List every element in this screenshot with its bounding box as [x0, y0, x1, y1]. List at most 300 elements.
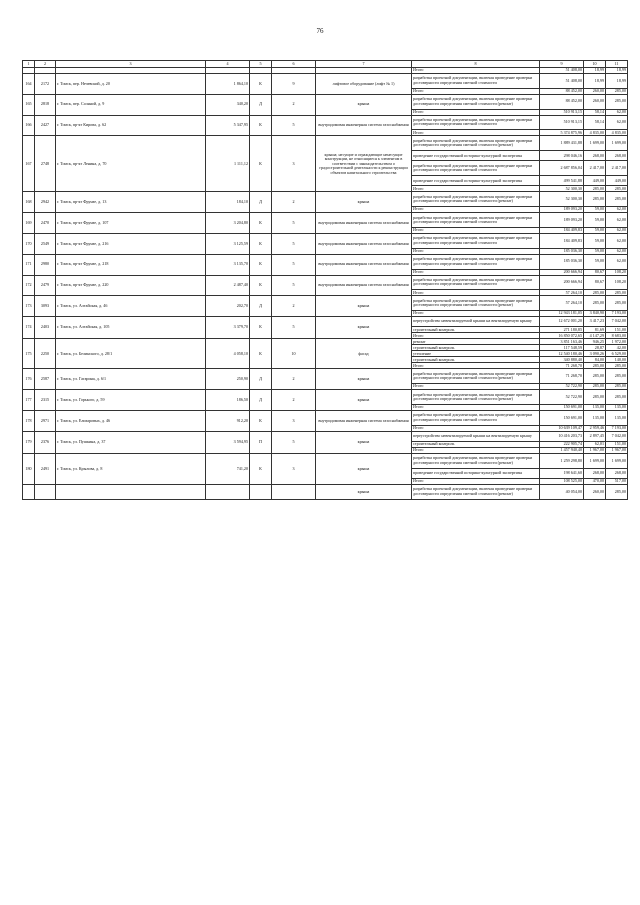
cost-cell: 52 722,90	[540, 390, 584, 405]
unit-cost-cell: 260,00	[584, 484, 606, 499]
address-cell: г. Томск, пр-кт Фрунзе, д. 220	[56, 275, 206, 296]
max-cost-cell: 268,00	[606, 151, 628, 161]
wall-type-cell: Д	[250, 94, 272, 115]
table-row	[23, 192, 628, 207]
line-description: Итого	[412, 207, 540, 213]
work-type-cell: крыша	[316, 453, 412, 484]
cost-cell: 3 851 163,46	[540, 339, 584, 345]
address-cell: г. Томск, ул. Алтайская, д. 46	[56, 296, 206, 317]
cost-cell: 200 666,94	[540, 269, 584, 275]
cost-cell: 57 264,10	[540, 296, 584, 311]
area-cell: 1 111,12	[206, 136, 250, 192]
max-cost-cell: 285,00	[606, 484, 628, 499]
line-description: разработка проектной документации, включая проведение проверки достоверности определения сметной стоимости (ремонт)	[412, 94, 540, 109]
cost-cell: 510 913,15	[540, 115, 584, 130]
line-description: разработка проектной документации, включая проведение проверки достоверности определения сметной стоимости	[412, 115, 540, 130]
max-cost-cell: 62,00	[606, 254, 628, 269]
repair-register-table	[22, 60, 628, 500]
max-cost-cell: 285,00	[606, 390, 628, 405]
cost-cell: 51 408,00	[540, 68, 584, 74]
address-cell: г. Томск, ул. Алтайская, д. 105	[56, 317, 206, 339]
max-cost-cell: 42,00	[606, 345, 628, 351]
line-description: разработка проектной документации, включая проведение проверки достоверности определения сметной стоимости (ремонт)	[412, 192, 540, 207]
line-description: Итого	[412, 333, 540, 339]
cost-cell: 57 264,10	[540, 290, 584, 296]
unit-cost-cell: 28,87	[584, 345, 606, 351]
area-cell: 2 487,40	[206, 275, 250, 296]
unit-cost-cell: 18,99	[584, 74, 606, 89]
max-cost-cell: 151,00	[606, 327, 628, 333]
max-cost-cell: 285,00	[606, 384, 628, 390]
unit-cost-cell: 260,00	[584, 94, 606, 109]
unit-cost-cell: 1 699,00	[584, 453, 606, 468]
unit-cost-cell: 260,00	[584, 88, 606, 94]
row-number: 179	[23, 431, 35, 453]
unit-cost-cell: 285,00	[584, 290, 606, 296]
line-description: строительный контроль	[412, 441, 540, 447]
unit-cost-cell: 84,00	[584, 357, 606, 363]
unit-cost-cell: 58,14	[584, 109, 606, 115]
floors-cell: 2	[272, 192, 316, 213]
unit-cost-cell: 285,00	[584, 369, 606, 384]
house-id: 2403	[35, 317, 56, 339]
line-description: Итого	[412, 186, 540, 192]
wall-type-cell	[250, 484, 272, 499]
max-cost-cell: 151,00	[606, 441, 628, 447]
address-cell: г. Томск, ул. Гагарина, д. 6/1	[56, 369, 206, 390]
column-number: 6	[272, 61, 316, 68]
address-cell: г. Томск, ул. Белинского, д. 28/1	[56, 339, 206, 369]
line-description: Итого	[412, 130, 540, 136]
unit-cost-cell: 1 699,00	[584, 136, 606, 151]
table-row	[23, 390, 628, 405]
work-type-cell: крыша	[316, 317, 412, 339]
wall-type-cell: П	[250, 431, 272, 453]
wall-type-cell: Д	[250, 192, 272, 213]
column-number: 7	[316, 61, 412, 68]
row-number: 173	[23, 296, 35, 317]
unit-cost-cell: 285,00	[584, 390, 606, 405]
cost-cell: 12 672 001,20	[540, 317, 584, 327]
max-cost-cell: 62,00	[606, 248, 628, 254]
house-id: 2748	[35, 136, 56, 192]
area-cell: 3 135,70	[206, 254, 250, 275]
house-id: 2942	[35, 192, 56, 213]
cost-cell: 2 687 856,04	[540, 161, 584, 176]
unit-cost-cell: 59,00	[584, 248, 606, 254]
max-cost-cell: 7 042,00	[606, 431, 628, 441]
wall-type-cell: К	[250, 317, 272, 339]
cost-cell: 108 525,00	[540, 478, 584, 484]
table-row	[23, 115, 628, 130]
floors-cell: 3	[272, 410, 316, 431]
unit-cost-cell: 18,99	[584, 68, 606, 74]
area-cell: 3 204,80	[206, 213, 250, 234]
line-description: Итого	[412, 109, 540, 115]
table-row	[23, 369, 628, 384]
work-type-cell: внутридомовая инженерная система газоснабжения	[316, 233, 412, 254]
unit-cost-cell: 81,69	[584, 327, 606, 333]
cost-cell: 88 452,00	[540, 94, 584, 109]
unit-cost-cell: 449,00	[584, 176, 606, 186]
column-number: 2	[35, 61, 56, 68]
max-cost-cell: 517,00	[606, 478, 628, 484]
max-cost-cell: 268,00	[606, 468, 628, 478]
area-cell: 3 379,70	[206, 317, 250, 339]
cost-cell: 117 548,59	[540, 345, 584, 351]
address-cell: г. Томск, пр-кт Ленина, д. 70	[56, 136, 206, 192]
cost-cell: 5 374 875,96	[540, 130, 584, 136]
line-description: Итого	[412, 248, 540, 254]
cost-cell: 40 054,00	[540, 484, 584, 499]
wall-type-cell: К	[250, 453, 272, 484]
cost-cell: 200 666,94	[540, 275, 584, 290]
cost-cell: 184 409,83	[540, 227, 584, 233]
unit-cost-cell: 80,67	[584, 269, 606, 275]
line-description: разработка проектной документации, включая проведение проверки достоверности определения сметной стоимости	[412, 410, 540, 425]
work-type-cell: крыша; несущие и ограждающие ненесущие конструкции, не относящиеся к элементам в соответствии с законодательством о градостроительной деятельности к реконструкции объектов капитального строительства	[316, 136, 412, 192]
table-row	[23, 410, 628, 425]
cost-cell: 10 639 109,47	[540, 425, 584, 431]
area-cell: 184,10	[206, 192, 250, 213]
house-id: 2971	[35, 410, 56, 431]
max-cost-cell: 285,00	[606, 186, 628, 192]
max-cost-cell: 7 193,00	[606, 425, 628, 431]
table-row	[23, 431, 628, 441]
row-number: 174	[23, 317, 35, 339]
unit-cost-cell: 59,00	[584, 213, 606, 228]
address-cell: г. Томск, пр-кт Фрунзе, д. 107	[56, 213, 206, 234]
line-description: строительный контроль	[412, 345, 540, 351]
line-description: Итого	[412, 447, 540, 453]
house-id: 2250	[35, 339, 56, 369]
cost-cell: 12 943 181,05	[540, 311, 584, 317]
wall-type-cell: К	[250, 410, 272, 431]
unit-cost-cell: 59,00	[584, 227, 606, 233]
column-number: 3	[56, 61, 206, 68]
max-cost-cell: 7 193,00	[606, 311, 628, 317]
column-number: 8	[412, 61, 540, 68]
cost-cell: 185 036,30	[540, 254, 584, 269]
max-cost-cell: 285,00	[606, 192, 628, 207]
unit-cost-cell: 470,00	[584, 478, 606, 484]
cost-cell: 184 409,83	[540, 233, 584, 248]
line-description: Итого	[412, 404, 540, 410]
wall-type-cell: К	[250, 74, 272, 95]
line-description: переустройство невентилируемой крыши на вентилируемую крышу	[412, 317, 540, 327]
wall-type-cell: К	[250, 213, 272, 234]
wall-type-cell: К	[250, 254, 272, 275]
address-cell: г. Томск, пр-кт Фрунзе, д. 218	[56, 254, 206, 275]
row-number: 172	[23, 275, 35, 296]
floors-cell: 2	[272, 94, 316, 115]
floors-cell: 5	[272, 317, 316, 339]
unit-cost-cell: 135,00	[584, 404, 606, 410]
area-cell: 912,20	[206, 410, 250, 431]
row-number: 168	[23, 192, 35, 213]
unit-cost-cell: 58,14	[584, 115, 606, 130]
max-cost-cell: 1 967,00	[606, 447, 628, 453]
unit-cost-cell: 3 090,26	[584, 351, 606, 357]
max-cost-cell: 449,00	[606, 176, 628, 186]
floors-cell: 5	[272, 431, 316, 453]
table-row	[23, 484, 628, 499]
max-cost-cell: 18,99	[606, 74, 628, 89]
house-id: 2980	[35, 254, 56, 275]
line-description: ремонт	[412, 339, 540, 345]
max-cost-cell: 285,00	[606, 296, 628, 311]
column-number: 5	[250, 61, 272, 68]
unit-cost-cell: 285,00	[584, 192, 606, 207]
row-number: 170	[23, 233, 35, 254]
page-number: 76	[316, 27, 324, 35]
max-cost-cell: 108,20	[606, 275, 628, 290]
unit-cost-cell: 135,00	[584, 410, 606, 425]
work-type-cell: внутридомовая инженерная система газоснабжения	[316, 254, 412, 275]
house-id: 2587	[35, 369, 56, 390]
address-cell: г. Томск, ул. Пушкина, д. 37	[56, 431, 206, 453]
house-id: 3093	[35, 296, 56, 317]
line-description: Итого	[412, 88, 540, 94]
work-type-cell: крыша	[316, 192, 412, 213]
area-cell: 5 347,95	[206, 115, 250, 136]
work-type-cell: лифтовое оборудование (лифт № 1)	[316, 74, 412, 95]
work-type-cell: фасад	[316, 339, 412, 369]
cost-cell: 189 093,20	[540, 213, 584, 228]
cost-cell: 271 180,85	[540, 327, 584, 333]
work-type-cell: внутридомовая инженерная система газоснабжения	[316, 410, 412, 431]
cost-cell: 1 889 431,88	[540, 136, 584, 151]
line-description: переустройство невентилируемой крыши на вентилируемую крышу	[412, 431, 540, 441]
cost-cell: 298 046,16	[540, 151, 584, 161]
house-id: 2470	[35, 213, 56, 234]
address-cell: г. Томск, пер. Соляной, д. 9	[56, 94, 206, 115]
area-cell	[206, 484, 250, 499]
area-cell: 4 058,10	[206, 339, 250, 369]
line-description: разработка проектной документации, включая проведение проверки достоверности определения сметной стоимости (ремонт)	[412, 369, 540, 384]
cost-cell: 52 722,90	[540, 384, 584, 390]
unit-cost-cell: 1 967,00	[584, 447, 606, 453]
line-description: утепление	[412, 351, 540, 357]
column-number: 4	[206, 61, 250, 68]
row-number: 175	[23, 339, 35, 369]
cost-cell: 10 416 203,73	[540, 431, 584, 441]
line-description: разработка проектной документации, включая проведение проверки достоверности определения сметной стоимости	[412, 233, 540, 248]
column-number: 10	[584, 61, 606, 68]
max-cost-cell: 285,00	[606, 369, 628, 384]
area-cell: 3 125,59	[206, 233, 250, 254]
floors-cell: 5	[272, 254, 316, 275]
column-number: 9	[540, 61, 584, 68]
line-description: разработка проектной документации, включая проведение проверки достоверности определения сметной стоимости	[412, 74, 540, 89]
floors-cell: 5	[272, 213, 316, 234]
cost-cell: 510 913,15	[540, 109, 584, 115]
unit-cost-cell: 2 897,45	[584, 431, 606, 441]
line-description: разработка проектной документации, включая проведение проверки достоверности определения сметной стоимости	[412, 275, 540, 290]
work-type-cell: крыша	[316, 390, 412, 411]
house-id: 2172	[35, 74, 56, 95]
cost-cell: 51 408,00	[540, 74, 584, 89]
work-type-cell: внутридомовая инженерная система газоснабжения	[316, 213, 412, 234]
unit-cost-cell: 3 840,90	[584, 311, 606, 317]
work-type-cell: крыша	[316, 484, 412, 499]
cost-cell: 52 300,30	[540, 192, 584, 207]
unit-cost-cell: 285,00	[584, 296, 606, 311]
line-description: проведение государственной историко-культурной экспертизы	[412, 468, 540, 478]
max-cost-cell: 6 529,00	[606, 351, 628, 357]
unit-cost-cell: 4 147,29	[584, 333, 606, 339]
cost-cell: 185 036,30	[540, 248, 584, 254]
row-number: 177	[23, 390, 35, 411]
line-description: Итого	[412, 311, 540, 317]
table-row	[23, 233, 628, 248]
max-cost-cell: 285,00	[606, 290, 628, 296]
work-type-cell: внутридомовая инженерная система газоснабжения	[316, 275, 412, 296]
cost-cell: 150 691,00	[540, 410, 584, 425]
unit-cost-cell: 946,25	[584, 339, 606, 345]
wall-type-cell: К	[250, 136, 272, 192]
cost-cell: 71 268,70	[540, 369, 584, 384]
house-id: 2315	[35, 390, 56, 411]
max-cost-cell: 135,00	[606, 410, 628, 425]
line-description: проведение государственной историко-культурной экспертизы	[412, 176, 540, 186]
area-cell: 250,90	[206, 369, 250, 390]
line-description: разработка проектной документации, включая проведение проверки достоверности определения сметной стоимости	[412, 161, 540, 176]
table-row	[23, 317, 628, 327]
cost-cell: 222 905,74	[540, 441, 584, 447]
max-cost-cell: 7 042,00	[606, 317, 628, 327]
line-description: разработка проектной документации, включая проведение проверки достоверности определения сметной стоимости	[412, 213, 540, 228]
floors-cell: 3	[272, 453, 316, 484]
max-cost-cell: 1 699,00	[606, 136, 628, 151]
unit-cost-cell: 285,00	[584, 186, 606, 192]
wall-type-cell: Д	[250, 296, 272, 317]
unit-cost-cell: 4 835,00	[584, 130, 606, 136]
line-description: разработка проектной документации, включая проведение проверки достоверности определения сметной стоимости (ремонт)	[412, 296, 540, 311]
floors-cell: 5	[272, 233, 316, 254]
unit-cost-cell: 2 959,46	[584, 425, 606, 431]
table-row	[23, 275, 628, 290]
unit-cost-cell: 2 417,00	[584, 161, 606, 176]
unit-cost-cell: 62,01	[584, 441, 606, 447]
cost-cell: 499 541,88	[540, 176, 584, 186]
table-row	[23, 453, 628, 468]
work-type-cell: внутридомовая инженерная система газоснабжения	[316, 115, 412, 136]
cost-cell: 1 259 298,80	[540, 453, 584, 468]
max-cost-cell: 285,00	[606, 94, 628, 109]
house-id: 2549	[35, 233, 56, 254]
unit-cost-cell: 3 417,23	[584, 317, 606, 327]
work-type-cell: крыша	[316, 369, 412, 390]
line-description: Итого	[412, 227, 540, 233]
unit-cost-cell: 80,67	[584, 275, 606, 290]
unit-cost-cell: 59,00	[584, 233, 606, 248]
row-number: 171	[23, 254, 35, 275]
floors-cell: 5	[272, 275, 316, 296]
table-row	[23, 136, 628, 151]
area-cell: 3 594,95	[206, 431, 250, 453]
table-row	[23, 94, 628, 109]
cost-cell: 52 300,30	[540, 186, 584, 192]
floors-cell: 2	[272, 390, 316, 411]
line-description: разработка проектной документации, включая проведение проверки достоверности определения сметной стоимости (ремонт)	[412, 453, 540, 468]
house-id: 2491	[35, 453, 56, 484]
area-cell: 340,20	[206, 94, 250, 115]
wall-type-cell: К	[250, 115, 272, 136]
row-number: 178	[23, 410, 35, 431]
unit-cost-cell: 268,00	[584, 151, 606, 161]
line-description: разработка проектной документации, включая проведение проверки достоверности определения сметной стоимости (ремонт)	[412, 390, 540, 405]
wall-type-cell: К	[250, 233, 272, 254]
work-type-cell: крыша	[316, 431, 412, 453]
max-cost-cell: 62,00	[606, 115, 628, 130]
area-cell: 741,20	[206, 453, 250, 484]
house-id: 2376	[35, 431, 56, 453]
floors-cell: 2	[272, 296, 316, 317]
max-cost-cell: 62,00	[606, 227, 628, 233]
max-cost-cell: 62,00	[606, 213, 628, 228]
unit-cost-cell: 285,00	[584, 384, 606, 390]
floors-cell: 5	[272, 115, 316, 136]
area-cell: 186,50	[206, 390, 250, 411]
max-cost-cell: 285,00	[606, 363, 628, 369]
max-cost-cell: 62,00	[606, 207, 628, 213]
table-row	[23, 254, 628, 269]
line-description: Итого	[412, 384, 540, 390]
wall-type-cell: Д	[250, 369, 272, 390]
wall-type-cell: К	[250, 275, 272, 296]
max-cost-cell: 4 835,00	[606, 130, 628, 136]
line-description: проведение государственной историко-культурной экспертизы	[412, 151, 540, 161]
floors-cell: 3	[272, 136, 316, 192]
cost-cell: 150 691,00	[540, 404, 584, 410]
row-number: 167	[23, 136, 35, 192]
cost-cell: 16 850 072,65	[540, 333, 584, 339]
line-description: строительный контроль	[412, 327, 540, 333]
line-description: Итого	[412, 425, 540, 431]
table-body	[23, 61, 628, 500]
unit-cost-cell: 285,00	[584, 363, 606, 369]
area-cell: 1 864,10	[206, 74, 250, 95]
max-cost-cell: 18,99	[606, 68, 628, 74]
line-description: разработка проектной документации, включая проведение проверки достоверности определения сметной стоимости (ремонт)	[412, 136, 540, 151]
row-number: 180	[23, 453, 35, 484]
unit-cost-cell: 268,00	[584, 468, 606, 478]
address-cell: г. Томск, пр-кт Фрунзе, д. 216	[56, 233, 206, 254]
line-description: разработка проектной документации, включая проведение проверки достоверности определения сметной стоимости (ремонт)	[412, 484, 540, 499]
max-cost-cell: 135,00	[606, 404, 628, 410]
max-cost-cell: 2 417,00	[606, 161, 628, 176]
cost-cell: 198 641,60	[540, 468, 584, 478]
max-cost-cell: 285,00	[606, 88, 628, 94]
line-description: Итого	[412, 363, 540, 369]
floors-cell: 9	[272, 74, 316, 95]
unit-cost-cell: 59,00	[584, 207, 606, 213]
cost-cell: 88 452,00	[540, 88, 584, 94]
unit-cost-cell: 59,00	[584, 254, 606, 269]
row-number: 165	[23, 94, 35, 115]
house-id: 2818	[35, 94, 56, 115]
line-description: Итого	[412, 290, 540, 296]
row-number: 166	[23, 115, 35, 136]
row-number: 169	[23, 213, 35, 234]
cost-cell: 189 093,20	[540, 207, 584, 213]
line-description: разработка проектной документации, включая проведение проверки достоверности определения сметной стоимости	[412, 254, 540, 269]
max-cost-cell: 108,20	[606, 269, 628, 275]
row-number: 164	[23, 74, 35, 95]
column-number: 11	[606, 61, 628, 68]
cost-cell: 71 268,70	[540, 363, 584, 369]
